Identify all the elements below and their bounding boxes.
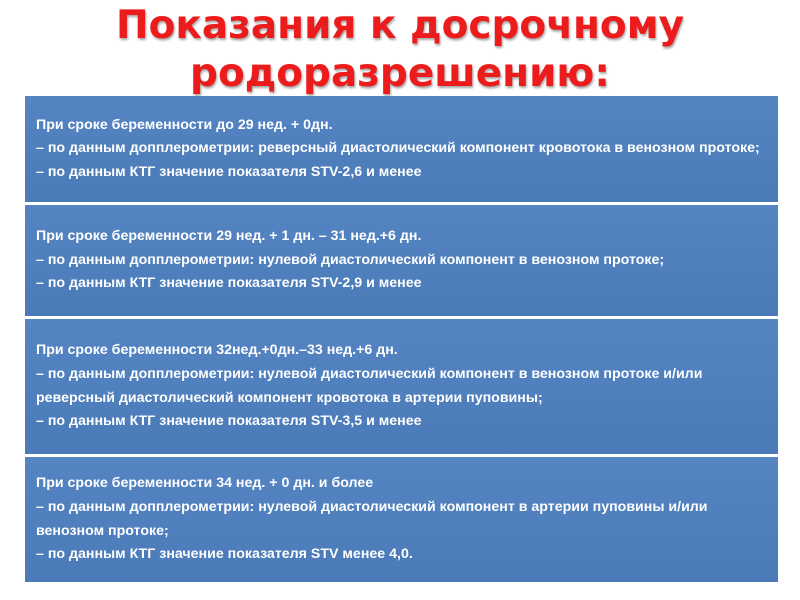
gestation-term: При сроке беременности 34 нед. + 0 дн. и более (36, 475, 374, 492)
table-row (25, 96, 778, 202)
table-row (25, 205, 778, 316)
gestation-term: При сроке беременности до 29 нед. + 0дн. (36, 116, 333, 133)
slide-title-line-2: родоразрешению: (190, 51, 610, 96)
table-row (25, 319, 778, 454)
doppler-criterion: – по данным допплерометрии: нулевой диастолический компонент в венозном протоке и/или реверсный диастолический компонент кровотока в артерии пуповины; (36, 365, 703, 406)
slide-title-line-1: Показания к досрочному (115, 3, 685, 48)
doppler-criterion: – по данным допплерометрии: реверсный диастолический компонент кровотока в венозном протоке; (36, 140, 760, 157)
doppler-criterion: – по данным допплерометрии: нулевой диастолический компонент в артерии пуповины и/или венозном протоке; (36, 498, 708, 539)
gestation-term: При сроке беременности 32нед.+0дн.–33 нед.+6 дн. (36, 342, 398, 359)
table-row (25, 457, 778, 582)
doppler-criterion: – по данным допплерометрии: нулевой диастолический компонент в венозном протоке; (36, 251, 665, 268)
ctg-criterion: – по данным КТГ значение показателя STV-2,9 и менее (36, 275, 422, 292)
slide-title (0, 2, 800, 98)
gestation-term: При сроке беременности 29 нед. + 1 дн. – 31 нед.+6 дн. (36, 228, 422, 245)
ctg-criterion: – по данным КТГ значение показателя STV-2,6 и менее (36, 163, 422, 180)
ctg-criterion: – по данным КТГ значение показателя STV менее 4,0. (36, 546, 413, 563)
indications-table (25, 96, 778, 582)
ctg-criterion: – по данным КТГ значение показателя STV-3,5 и менее (36, 413, 422, 430)
